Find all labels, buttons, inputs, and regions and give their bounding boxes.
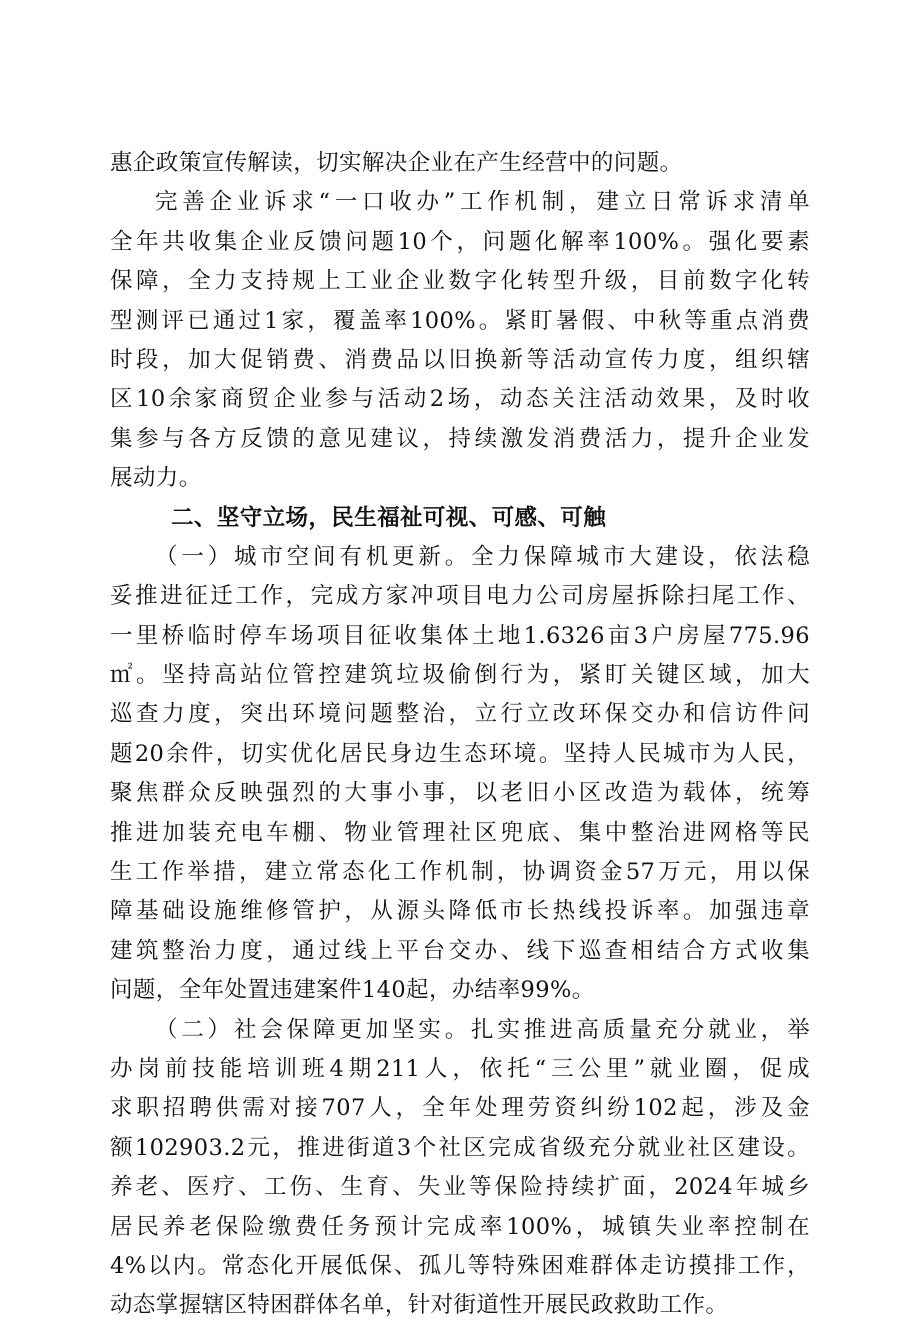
text-line: 惠企政策宣传解读，切实解决企业在产生经营中的问题。 bbox=[110, 150, 683, 176]
section-heading bbox=[110, 499, 810, 538]
text-line: 区10余家商贸企业参与活动2场，动态关注活动效果，及时收 bbox=[110, 386, 810, 413]
text-line: 障基础设施维修管护，从源头降低市长热线投诉率。加强违章 bbox=[110, 898, 810, 925]
paragraph-social-security bbox=[110, 1011, 810, 1326]
text-line: 完善企业诉求“一口收办”工作机制，建立日常诉求清单 bbox=[155, 189, 810, 216]
text-line: ㎡。坚持高站位管控建筑垃圾偷倒行为，紧盯关键区域，加大 bbox=[110, 662, 810, 689]
text-line: 保障，全力支持规上工业企业数字化转型升级，目前数字化转 bbox=[110, 268, 810, 295]
text-line: 巡查力度，突出环境问题整治，立行立改环保交办和信访件问 bbox=[110, 701, 810, 728]
text-line: 动态掌握辖区特困群体名单，针对街道性开展民政救助工作。 bbox=[110, 1292, 729, 1319]
text-line: （二）社会保障更加坚实。扎实推进高质量充分就业，举 bbox=[155, 1016, 810, 1043]
heading-text: 二、坚守立场，民生福祉可视、可感、可触 bbox=[171, 504, 607, 531]
text-line: 4%以内。常态化开展低保、孤儿等特殊困难群体走访摸排工作， bbox=[110, 1252, 810, 1279]
text-line: 集参与各方反馈的意见建议，持续激发消费活力，提升企业发 bbox=[110, 425, 810, 452]
text-line: 求职招聘供需对接707人，全年处理劳资纠纷102起，涉及金 bbox=[110, 1095, 810, 1122]
document-page bbox=[110, 144, 810, 1326]
text-line: 型测评已通过1家，覆盖率100%。紧盯暑假、中秋等重点消费 bbox=[110, 307, 810, 334]
text-line: 推进加装充电车棚、物业管理社区兜底、集中整治进网格等民 bbox=[110, 819, 810, 846]
text-line: 生工作举措，建立常态化工作机制，协调资金57万元，用以保 bbox=[110, 859, 810, 886]
text-line: 办岗前技能培训班4期211人，依托“三公里”就业圈，促成 bbox=[110, 1055, 810, 1082]
text-line: 聚焦群众反映强烈的大事小事，以老旧小区改造为载体，统筹 bbox=[110, 780, 810, 807]
text-line: 妥推进征迁工作，完成方家冲项目电力公司房屋拆除扫尾工作、 bbox=[110, 583, 810, 610]
text-line: 问题，全年处置违建案件140起，办结率99%。 bbox=[110, 977, 595, 1004]
text-line: 一里桥临时停车场项目征收集体土地1.6326亩3户房屋775.96 bbox=[110, 622, 810, 649]
text-line: 全年共收集企业反馈问题10个，问题化解率100%。强化要素 bbox=[110, 228, 810, 255]
text-line: 时段，加大促销费、消费品以旧换新等活动宣传力度，组织辖 bbox=[110, 346, 810, 373]
text-line: （一）城市空间有机更新。全力保障城市大建设，依法稳 bbox=[155, 543, 810, 570]
paragraph-enterprise-appeals bbox=[110, 183, 810, 498]
paragraph-continuation bbox=[110, 144, 810, 183]
text-line: 居民养老保险缴费任务预计完成率100%，城镇失业率控制在 bbox=[110, 1213, 810, 1240]
text-line: 展动力。 bbox=[110, 465, 202, 492]
paragraph-urban-renewal bbox=[110, 538, 810, 1011]
text-line: 养老、医疗、工伤、生育、失业等保险持续扩面，2024年城乡 bbox=[110, 1174, 810, 1201]
text-line: 建筑整治力度，通过线上平台交办、线下巡查相结合方式收集 bbox=[110, 937, 810, 964]
text-line: 额102903.2元，推进街道3个社区完成省级充分就业社区建设。 bbox=[110, 1134, 810, 1161]
text-line: 题20余件，切实优化居民身边生态环境。坚持人民城市为人民， bbox=[110, 740, 810, 767]
